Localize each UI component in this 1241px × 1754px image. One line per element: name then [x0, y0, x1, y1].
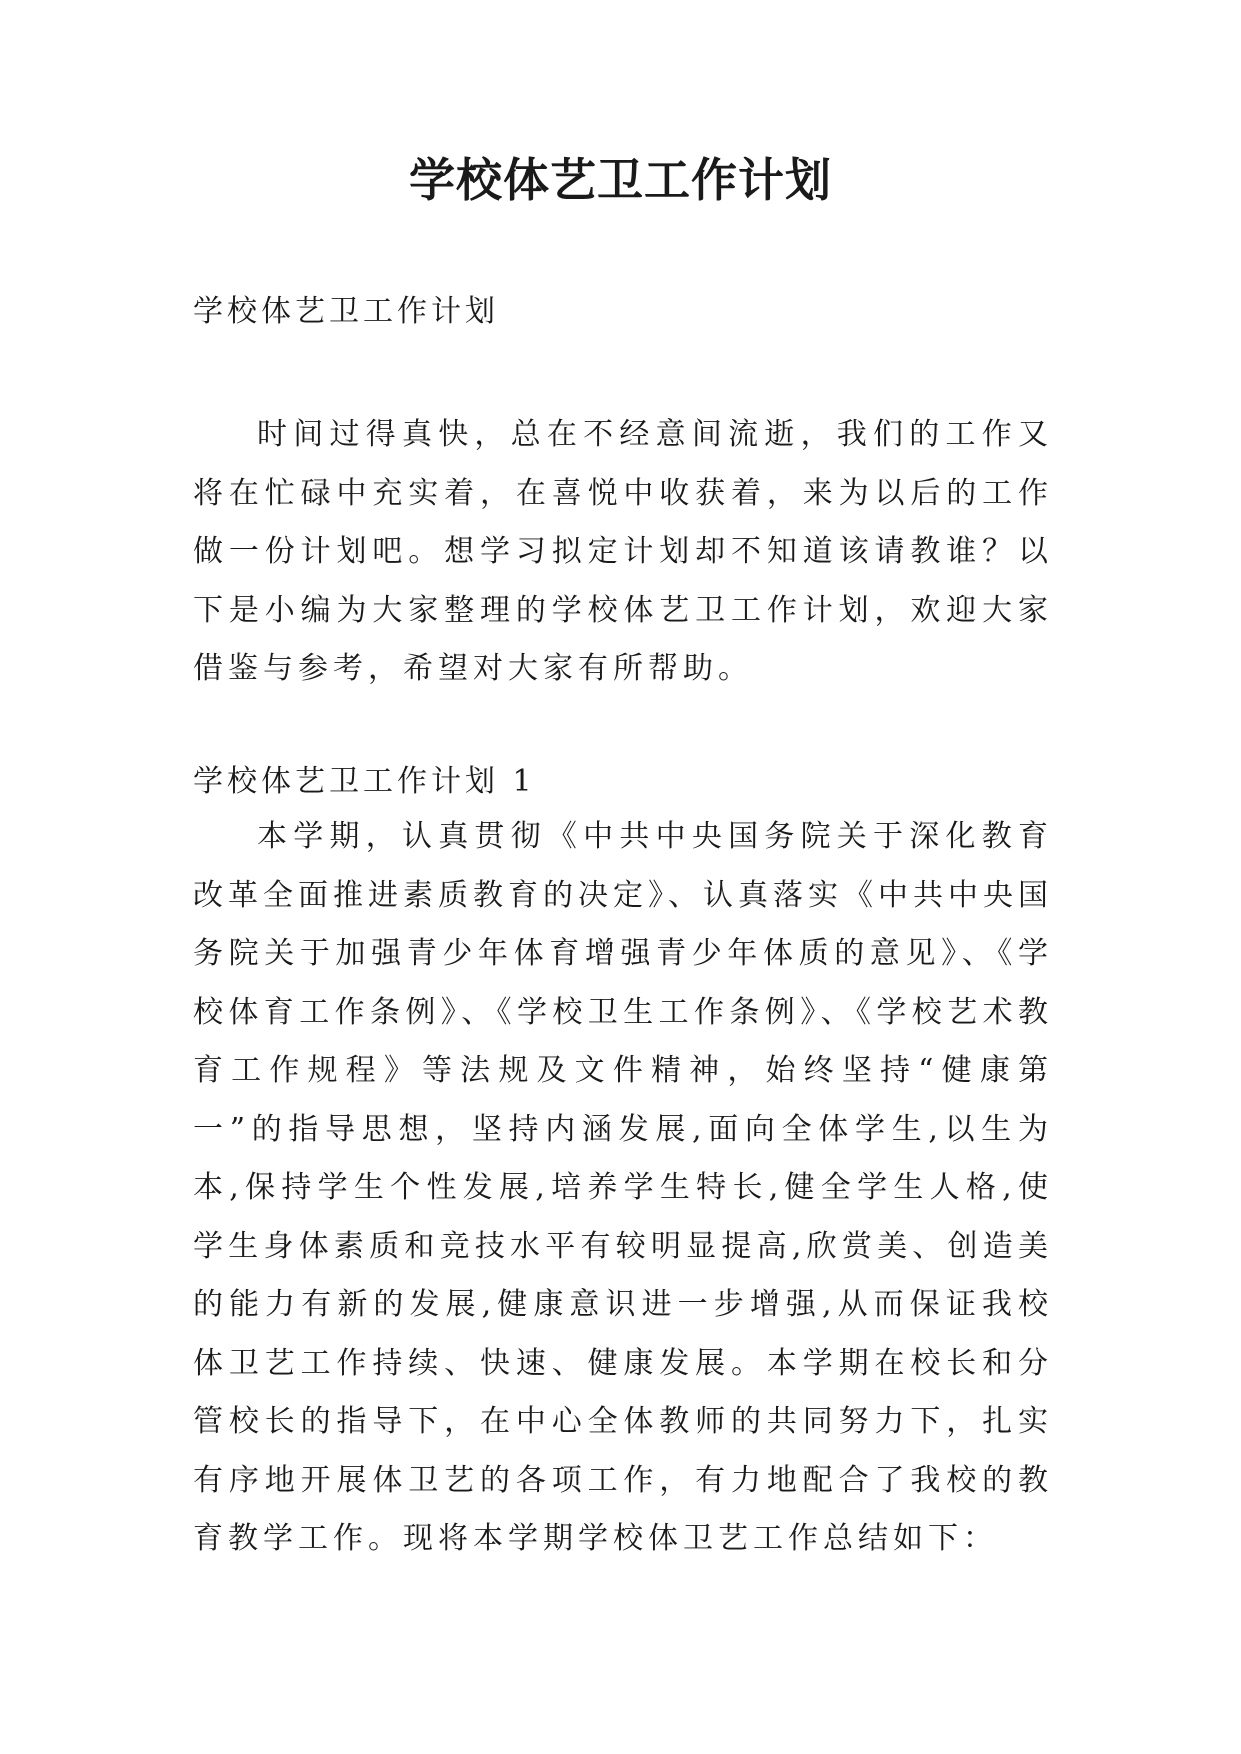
document-subtitle: 学校体艺卫工作计划	[193, 294, 499, 329]
intro-paragraph: 时间过得真快，总在不经意间流逝，我们的工作又将在忙碌中充实着，在喜悦中收获着，来为以后的工作做一份计划吧。想学习拟定计划却不知道该请教谁？以下是小编为大家整理的学校体艺卫工作计划，欢迎大家借鉴与参考，希望对大家有所帮助。	[193, 417, 1053, 686]
document-title: 学校体艺卫工作计划	[409, 153, 832, 207]
section-1-paragraph: 本学期，认真贯彻《中共中央国务院关于深化教育改革全面推进素质教育的决定》、认真落实《中共中央国务院关于加强青少年体育增强青少年体质的意见》、《学校体育工作条例》、《学校卫生工作条例》、《学校艺术教育工作规程》等法规及文件精神，始终坚持“健康第一”的指导思想，坚持内涵发展,面向全体学生,以生为本,保持学生个性发展,培养学生特长,健全学生人格,使学生身体素质和竞技水平有较明显提高,欣赏美、创造美的能力有新的发展,健康意识进一步增强,从而保证我校体卫艺工作持续、快速、健康发展。本学期在校长和分管校长的指导下，在中心全体教师的共同努力下，扎实有序地开展体卫艺的各项工作，有力地配合了我校的教育教学工作。现将本学期学校体卫艺工作总结如下：	[193, 819, 1053, 1556]
section-1-heading: 学校体艺卫工作计划 1	[193, 764, 536, 799]
